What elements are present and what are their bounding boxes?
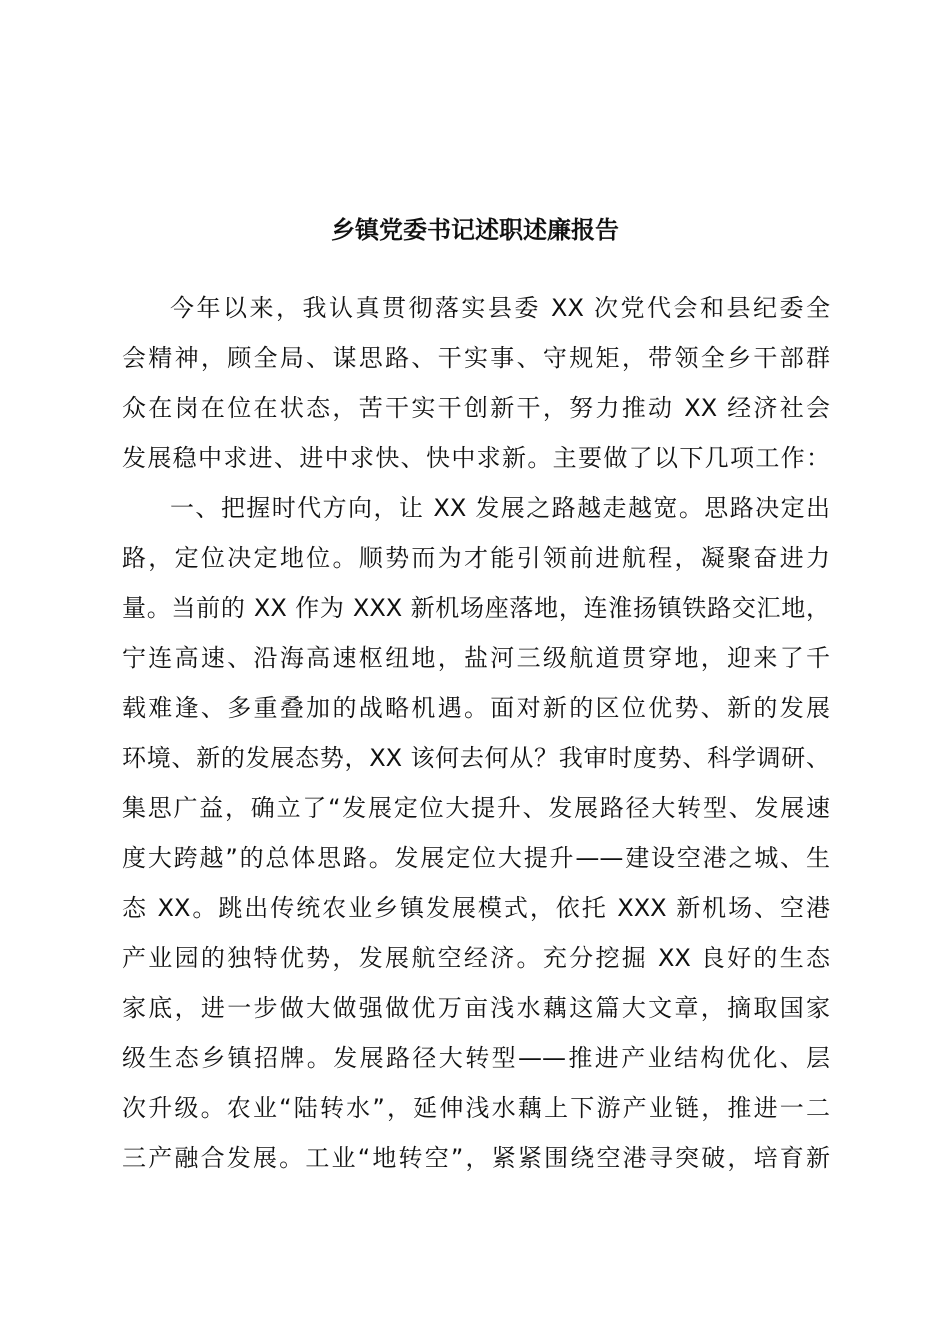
text-line: 众在岗在位在状态，苦干实干创新干，努力推动 XX 经济社会 — [122, 394, 830, 422]
text-line: 集思广益，确立了“发展定位大提升、发展路径大转型、发展速 — [122, 794, 830, 822]
text-line: 度大跨越”的总体思路。发展定位大提升——建设空港之城、生 — [122, 844, 830, 872]
text-line: 产业园的独特优势，发展航空经济。充分挖掘 XX 良好的生态 — [122, 944, 830, 972]
text-line: 家底，进一步做大做强做优万亩浅水藕这篇大文章，摘取国家 — [122, 994, 830, 1022]
text-line: 宁连高速、沿海高速枢纽地，盐河三级航道贯穿地，迎来了千 — [122, 644, 830, 672]
document-body — [122, 283, 830, 1183]
text-line: 级生态乡镇招牌。发展路径大转型——推进产业结构优化、层 — [122, 1044, 830, 1072]
text-line: 会精神，顾全局、谋思路、干实事、守规矩，带领全乡干部群 — [122, 344, 830, 372]
text-line: 环境、新的发展态势，XX 该何去何从？我审时度势、科学调研、 — [122, 744, 830, 772]
text-line: 一、把握时代方向，让 XX 发展之路越走越宽。思路决定出 — [170, 494, 830, 522]
document-title: 乡镇党委书记述职述廉报告 — [331, 216, 619, 244]
text-line: 次升级。农业“陆转水”，延伸浅水藕上下游产业链，推进一二 — [122, 1094, 830, 1122]
text-line: 路，定位决定地位。顺势而为才能引领前进航程，凝聚奋进力 — [122, 544, 830, 572]
text-line: 发展稳中求进、进中求快、快中求新。主要做了以下几项工作： — [122, 444, 830, 472]
text-line: 态 XX。跳出传统农业乡镇发展模式，依托 XXX 新机场、空港 — [122, 894, 830, 922]
text-line: 载难逢、多重叠加的战略机遇。面对新的区位优势、新的发展 — [122, 694, 830, 722]
text-line: 量。当前的 XX 作为 XXX 新机场座落地，连淮扬镇铁路交汇地， — [122, 594, 830, 622]
text-line: 今年以来，我认真贯彻落实县委 XX 次党代会和县纪委全 — [170, 294, 830, 322]
text-line: 三产融合发展。工业“地转空”，紧紧围绕空港寻突破，培育新 — [122, 1144, 830, 1172]
